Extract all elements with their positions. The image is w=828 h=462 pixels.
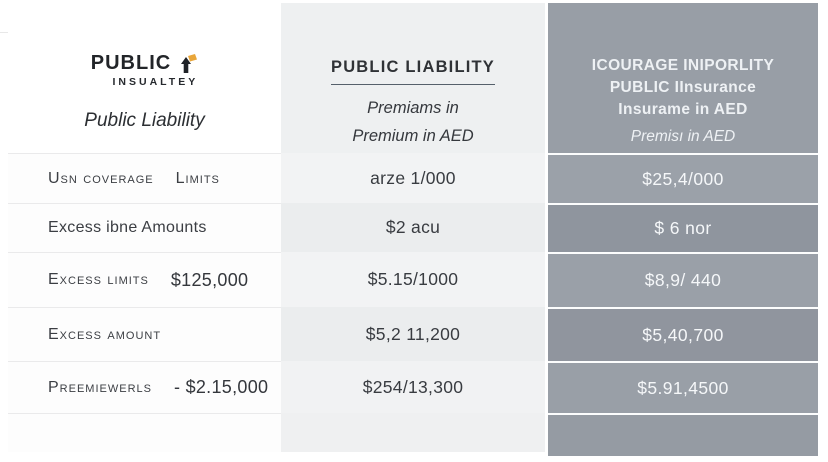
left-header — [8, 0, 281, 153]
table-row — [8, 203, 281, 252]
table-row — [8, 361, 281, 413]
row-label-extra: $125,000 — [170, 269, 249, 290]
right-header — [548, 3, 818, 153]
cell-value: $2 acu — [385, 217, 441, 237]
right-title-line3: Insurame in AED — [618, 101, 748, 118]
middle-subtitle — [352, 94, 473, 150]
table-footer-cell — [548, 413, 818, 456]
row-label: Preemiewerls — [48, 378, 152, 396]
middle-subtitle-line2: Premium in AED — [352, 127, 474, 146]
middle-title: PUBLIC LIABILITY — [331, 58, 495, 85]
left-subheading: Public Liability — [84, 110, 205, 131]
table-footer-row — [8, 413, 281, 452]
cell-value: $5.15/1000 — [367, 269, 459, 289]
row-label: Excess amount — [48, 325, 162, 343]
row-label-extra: Limits — [175, 169, 220, 187]
table-cell — [548, 203, 818, 252]
column-labels — [8, 0, 281, 452]
row-label: Excess ibne Amounts — [48, 219, 207, 236]
cell-value: $ 6 nor — [654, 218, 712, 238]
table-footer-cell — [281, 413, 545, 452]
cell-value: $8,9/ 440 — [644, 270, 722, 290]
right-title — [592, 55, 774, 121]
table-cell — [548, 153, 818, 203]
middle-header — [281, 3, 545, 153]
table-cell — [281, 153, 545, 203]
right-title-line1: ICOURAGE INIPORLITY — [591, 57, 775, 74]
cell-value: $5.91,4500 — [637, 377, 729, 398]
row-label: Excess limits — [48, 271, 149, 288]
logo — [91, 52, 198, 88]
cell-value: $254/13,300 — [362, 376, 464, 397]
table-cell — [548, 252, 818, 307]
table-cell — [281, 361, 545, 413]
row-label: Usn coverage — [48, 169, 154, 187]
cell-value: $5,40,700 — [642, 324, 724, 345]
logo-title: PUBLIC — [90, 52, 172, 74]
table-cell — [281, 203, 545, 252]
row-label-extra: - $2.15,000 — [173, 377, 269, 397]
table-row — [8, 252, 281, 307]
middle-subtitle-line1: Premiams in — [367, 99, 459, 117]
cell-value: $5,2 11,200 — [365, 323, 461, 344]
table-cell — [281, 252, 545, 307]
table-row — [8, 153, 281, 203]
arrow-flag-icon — [176, 53, 198, 75]
right-title-line2: PUBLIC IInsurance — [609, 79, 757, 96]
table-cell — [281, 307, 545, 361]
cell-value: $25,4/000 — [642, 168, 724, 189]
cell-value: arze 1/000 — [370, 167, 456, 188]
table-cell — [548, 361, 818, 413]
table-row — [8, 307, 281, 361]
right-subtitle: Premisı in AED — [630, 128, 736, 145]
column-public-liability — [281, 3, 545, 452]
logo-subtitle: INSUALTEY — [112, 76, 199, 88]
column-icourage-insurance — [548, 3, 818, 456]
table-cell — [548, 307, 818, 361]
